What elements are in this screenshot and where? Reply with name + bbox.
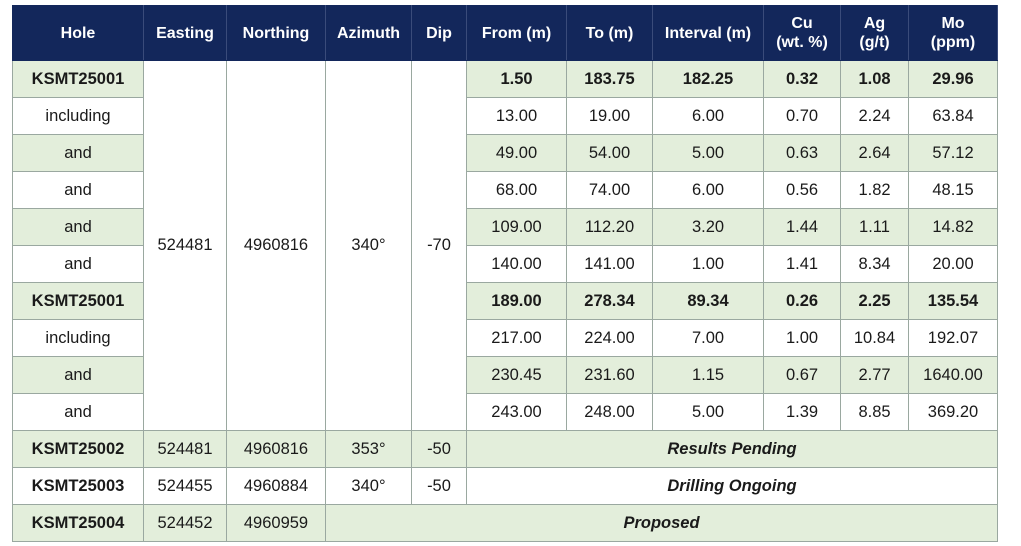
hole-cell: and xyxy=(13,135,144,172)
col-interval: Interval (m) xyxy=(653,6,764,61)
col-easting: Easting xyxy=(144,6,227,61)
azimuth-cell: 340° xyxy=(326,468,412,505)
mo-cell: 20.00 xyxy=(909,246,998,283)
azimuth-cell: 353° xyxy=(326,431,412,468)
from-cell: 230.45 xyxy=(467,357,567,394)
interval-cell: 1.15 xyxy=(653,357,764,394)
northing-cell: 4960816 xyxy=(227,431,326,468)
easting-cell: 524455 xyxy=(144,468,227,505)
cu-cell: 1.39 xyxy=(764,394,841,431)
to-cell: 19.00 xyxy=(567,98,653,135)
to-cell: 231.60 xyxy=(567,357,653,394)
to-cell: 248.00 xyxy=(567,394,653,431)
cu-cell: 0.63 xyxy=(764,135,841,172)
easting-cell: 524452 xyxy=(144,505,227,542)
interval-cell: 3.20 xyxy=(653,209,764,246)
collar-northing-cell: 4960816 xyxy=(227,61,326,431)
hole-cell: including xyxy=(13,320,144,357)
cu-cell: 0.70 xyxy=(764,98,841,135)
from-cell: 217.00 xyxy=(467,320,567,357)
drill-results-table xyxy=(12,5,998,542)
hole-cell: KSMT25001 xyxy=(13,283,144,320)
col-from: From (m) xyxy=(467,6,567,61)
to-cell: 141.00 xyxy=(567,246,653,283)
interval-cell: 5.00 xyxy=(653,394,764,431)
northing-cell: 4960959 xyxy=(227,505,326,542)
col-hole: Hole xyxy=(13,6,144,61)
cu-cell: 0.32 xyxy=(764,61,841,98)
cu-cell: 1.00 xyxy=(764,320,841,357)
interval-cell: 6.00 xyxy=(653,98,764,135)
col-azimuth: Azimuth xyxy=(326,6,412,61)
ag-cell: 2.77 xyxy=(841,357,909,394)
hole-cell: KSMT25003 xyxy=(13,468,144,505)
interval-cell: 182.25 xyxy=(653,61,764,98)
to-cell: 54.00 xyxy=(567,135,653,172)
hole-cell: and xyxy=(13,246,144,283)
mo-cell: 48.15 xyxy=(909,172,998,209)
hole-cell: and xyxy=(13,172,144,209)
dip-cell: -50 xyxy=(412,468,467,505)
col-cu-label: Cu xyxy=(791,15,813,32)
from-cell: 140.00 xyxy=(467,246,567,283)
col-mo xyxy=(909,6,998,61)
ag-cell: 10.84 xyxy=(841,320,909,357)
northing-cell: 4960884 xyxy=(227,468,326,505)
col-cu-unit: (wt. %) xyxy=(776,34,828,51)
mo-cell: 29.96 xyxy=(909,61,998,98)
table-row xyxy=(13,61,998,98)
collar-easting-cell: 524481 xyxy=(144,61,227,431)
status-note: Drilling Ongoing xyxy=(467,468,998,505)
mo-cell: 14.82 xyxy=(909,209,998,246)
from-cell: 109.00 xyxy=(467,209,567,246)
col-dip: Dip xyxy=(412,6,467,61)
ag-cell: 1.82 xyxy=(841,172,909,209)
mo-cell: 57.12 xyxy=(909,135,998,172)
table-row xyxy=(13,468,998,505)
hole-cell: KSMT25004 xyxy=(13,505,144,542)
from-cell: 13.00 xyxy=(467,98,567,135)
to-cell: 278.34 xyxy=(567,283,653,320)
to-cell: 224.00 xyxy=(567,320,653,357)
to-cell: 183.75 xyxy=(567,61,653,98)
status-note: Results Pending xyxy=(467,431,998,468)
table-header-row xyxy=(13,6,998,61)
interval-cell: 5.00 xyxy=(653,135,764,172)
ag-cell: 8.34 xyxy=(841,246,909,283)
from-cell: 243.00 xyxy=(467,394,567,431)
col-mo-unit: (ppm) xyxy=(930,34,976,51)
interval-cell: 7.00 xyxy=(653,320,764,357)
to-cell: 112.20 xyxy=(567,209,653,246)
from-cell: 1.50 xyxy=(467,61,567,98)
hole-cell: KSMT25001 xyxy=(13,61,144,98)
col-ag-unit: (g/t) xyxy=(859,34,890,51)
to-cell: 74.00 xyxy=(567,172,653,209)
collar-azimuth-cell: 340° xyxy=(326,61,412,431)
interval-cell: 1.00 xyxy=(653,246,764,283)
dip-cell: -50 xyxy=(412,431,467,468)
hole-cell: and xyxy=(13,209,144,246)
ag-cell: 2.64 xyxy=(841,135,909,172)
ag-cell: 8.85 xyxy=(841,394,909,431)
col-ag-label: Ag xyxy=(863,15,886,32)
mo-cell: 369.20 xyxy=(909,394,998,431)
easting-cell: 524481 xyxy=(144,431,227,468)
ag-cell: 1.08 xyxy=(841,61,909,98)
col-cu xyxy=(764,6,841,61)
cu-cell: 0.26 xyxy=(764,283,841,320)
from-cell: 68.00 xyxy=(467,172,567,209)
mo-cell: 1640.00 xyxy=(909,357,998,394)
mo-cell: 192.07 xyxy=(909,320,998,357)
from-cell: 49.00 xyxy=(467,135,567,172)
table-row xyxy=(13,505,998,542)
hole-cell: KSMT25002 xyxy=(13,431,144,468)
ag-cell: 2.24 xyxy=(841,98,909,135)
from-cell: 189.00 xyxy=(467,283,567,320)
col-mo-label: Mo xyxy=(941,15,965,32)
cu-cell: 0.56 xyxy=(764,172,841,209)
collar-dip-cell: -70 xyxy=(412,61,467,431)
mo-cell: 63.84 xyxy=(909,98,998,135)
ag-cell: 2.25 xyxy=(841,283,909,320)
ag-cell: 1.11 xyxy=(841,209,909,246)
hole-cell: including xyxy=(13,98,144,135)
cu-cell: 0.67 xyxy=(764,357,841,394)
col-northing: Northing xyxy=(227,6,326,61)
col-ag xyxy=(841,6,909,61)
col-to: To (m) xyxy=(567,6,653,61)
table-row xyxy=(13,431,998,468)
cu-cell: 1.41 xyxy=(764,246,841,283)
hole-cell: and xyxy=(13,394,144,431)
mo-cell: 135.54 xyxy=(909,283,998,320)
status-note: Proposed xyxy=(326,505,998,542)
interval-cell: 89.34 xyxy=(653,283,764,320)
interval-cell: 6.00 xyxy=(653,172,764,209)
hole-cell: and xyxy=(13,357,144,394)
cu-cell: 1.44 xyxy=(764,209,841,246)
